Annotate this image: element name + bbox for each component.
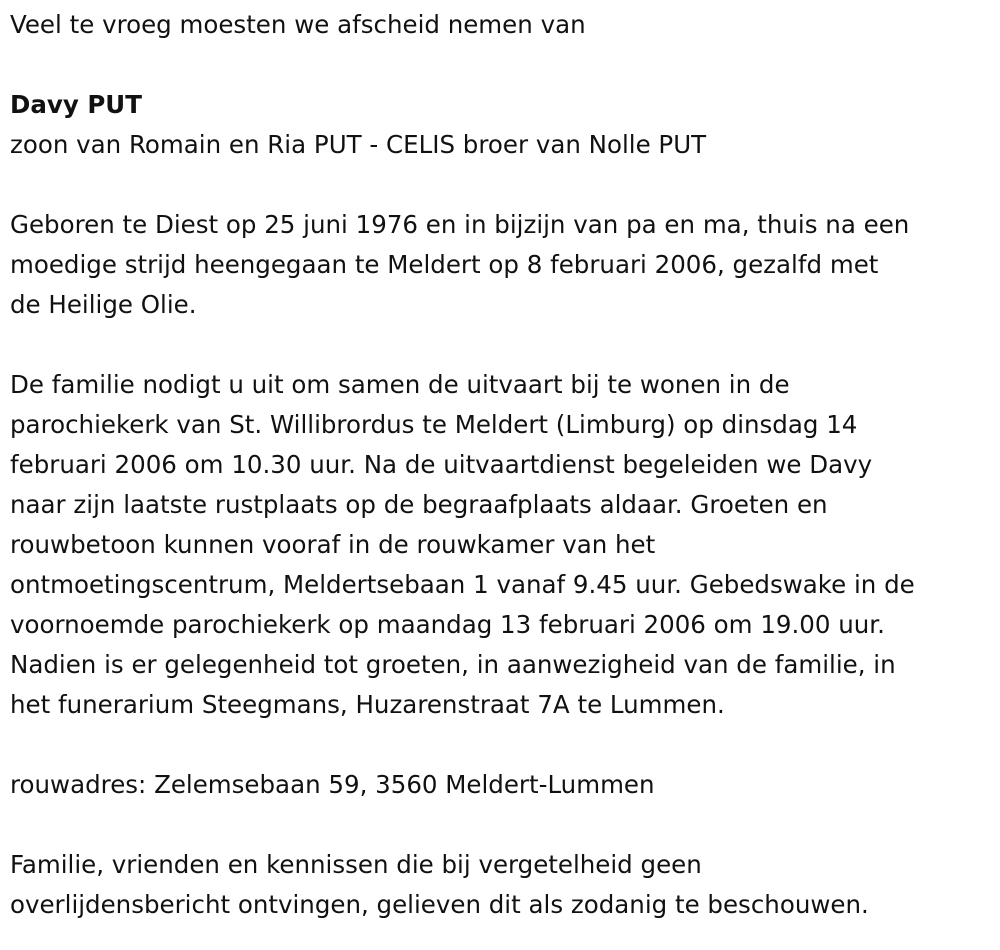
spacer [10,160,998,200]
mourning-address: rouwadres: Zelemsebaan 59, 3560 Meldert-Lummen [10,770,655,799]
intro-text: Veel te vroeg moesten we afscheid nemen van [10,10,586,39]
paragraph-line: moedige strijd heengegaan te Meldert op 8 februari 2006, gezalfd met [10,250,879,279]
spacer [10,40,998,80]
paragraph-line: het funerarium Steegmans, Huzarenstraat 7A te Lummen. [10,690,725,719]
paragraph-line: ontmoetingscentrum, Meldertsebaan 1 vanaf 9.45 uur. Gebedswake in de [10,570,915,599]
obituary-notice [10,0,998,920]
spacer [10,800,998,840]
paragraph-line: naar zijn laatste rustplaats op de begraafplaats aldaar. Groeten en [10,490,828,519]
paragraph-line: Geboren te Diest op 25 juni 1976 en in bijzijn van pa en ma, thuis na een [10,210,910,239]
paragraph-line: februari 2006 om 10.30 uur. Na de uitvaartdienst begeleiden we Davy [10,450,873,479]
paragraph-line: parochiekerk van St. Willibrordus te Meldert (Limburg) op dinsdag 14 [10,410,858,439]
paragraph-line: de Heilige Olie. [10,290,197,319]
paragraph-line: De familie nodigt u uit om samen de uitvaart bij te wonen in de [10,370,790,399]
closing-paragraph [10,840,998,920]
deceased-name: Davy PUT [10,90,142,119]
paragraph-line: Familie, vrienden en kennissen die bij vergetelheid geen [10,850,702,879]
birth-death-paragraph [10,200,998,320]
paragraph-line: Nadien is er gelegenheid tot groeten, in aanwezigheid van de familie, in [10,650,896,679]
spacer [10,320,998,360]
funeral-paragraph [10,360,998,720]
spacer [10,720,998,760]
paragraph-line: rouwbetoon kunnen vooraf in de rouwkamer van het [10,530,656,559]
paragraph-line: voornoemde parochiekerk op maandag 13 februari 2006 om 19.00 uur. [10,610,885,639]
paragraph-line: overlijdensbericht ontvingen, gelieven dit als zodanig te beschouwen. [10,890,869,919]
family-relation: zoon van Romain en Ria PUT - CELIS broer van Nolle PUT [10,130,707,159]
